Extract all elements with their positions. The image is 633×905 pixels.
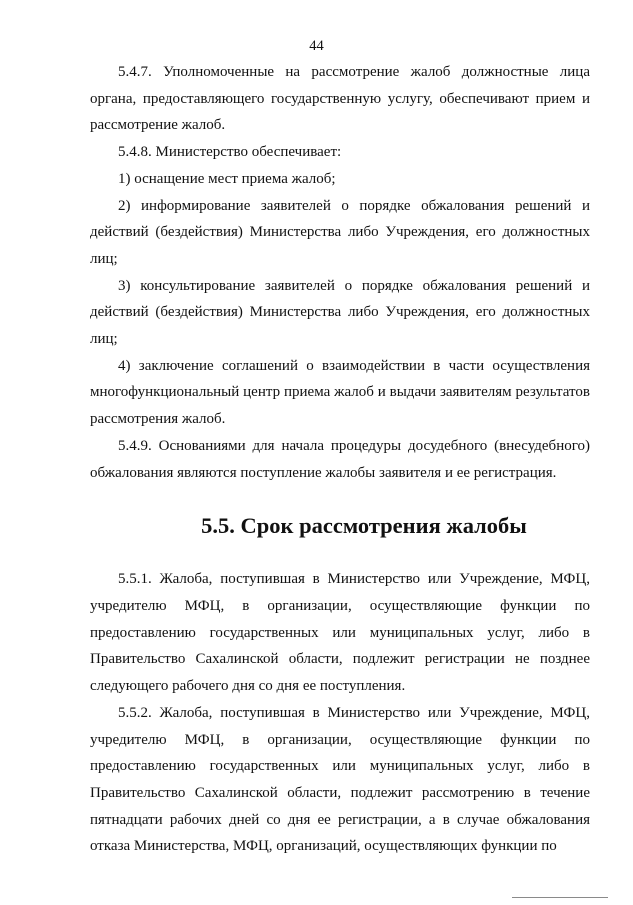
list-item-4: 4) заключение соглашений о взаимодействии в части осуществления многофункциональный центр приема жалоб и выдачи заявителям результатов рассмотрения жалоб. (90, 357, 590, 428)
document-body (90, 59, 590, 860)
list-item-2: 2) информирование заявителей о порядке обжалования решений и действий (бездействия) Министерства либо Учреждения, его должностных лиц; (90, 197, 590, 267)
paragraph-5-4-9: 5.4.9. Основаниями для начала процедуры досудебного (внесудебного) обжалования являются поступление жалобы заявителя и ее регистрация. (90, 437, 590, 481)
paragraph-5-4-7: 5.4.7. Уполномоченные на рассмотрение жалоб должностные лица органа, предоставляющего государственную услугу, обеспечивают прием и рассмотрение жалоб. (90, 64, 590, 134)
paragraph-5-5-1: 5.5.1. Жалоба, поступившая в Министерство или Учреждение, МФЦ, учредителю МФЦ, в организации, осуществляющие функции по предоставлению государственных или муниципальных услуг, либо в Правительство Сахалинской области, подлежит регистрации не позднее следующего рабочего дня со дня ее поступления. (90, 571, 590, 695)
paragraph-5-5-2: 5.5.2. Жалоба, поступившая в Министерство или Учреждение, МФЦ, учредителю МФЦ, в организации, осуществляющие функции по предоставлению государственных или муниципальных услуг, либо в Правительство Сахалинской области, подлежит рассмотрению в течение пятнадцати рабочих дней со дня ее регистрации, а в случае обжалования отказа Министерства, МФЦ, организаций, осуществляющих функции по (90, 704, 590, 855)
list-item-3: 3) консультирование заявителей о порядке обжалования решений и действий (бездействия) Министерства либо Учреждения, его должностных лиц; (90, 277, 590, 348)
bottom-rule (512, 897, 608, 898)
paragraph-5-4-8: 5.4.8. Министерство обеспечивает: (118, 144, 342, 161)
page-number: 44 (309, 38, 324, 54)
list-item-1: 1) оснащение мест приема жалоб; (118, 170, 336, 187)
section-heading: 5.5. Срок рассмотрения жалобы (201, 512, 527, 538)
